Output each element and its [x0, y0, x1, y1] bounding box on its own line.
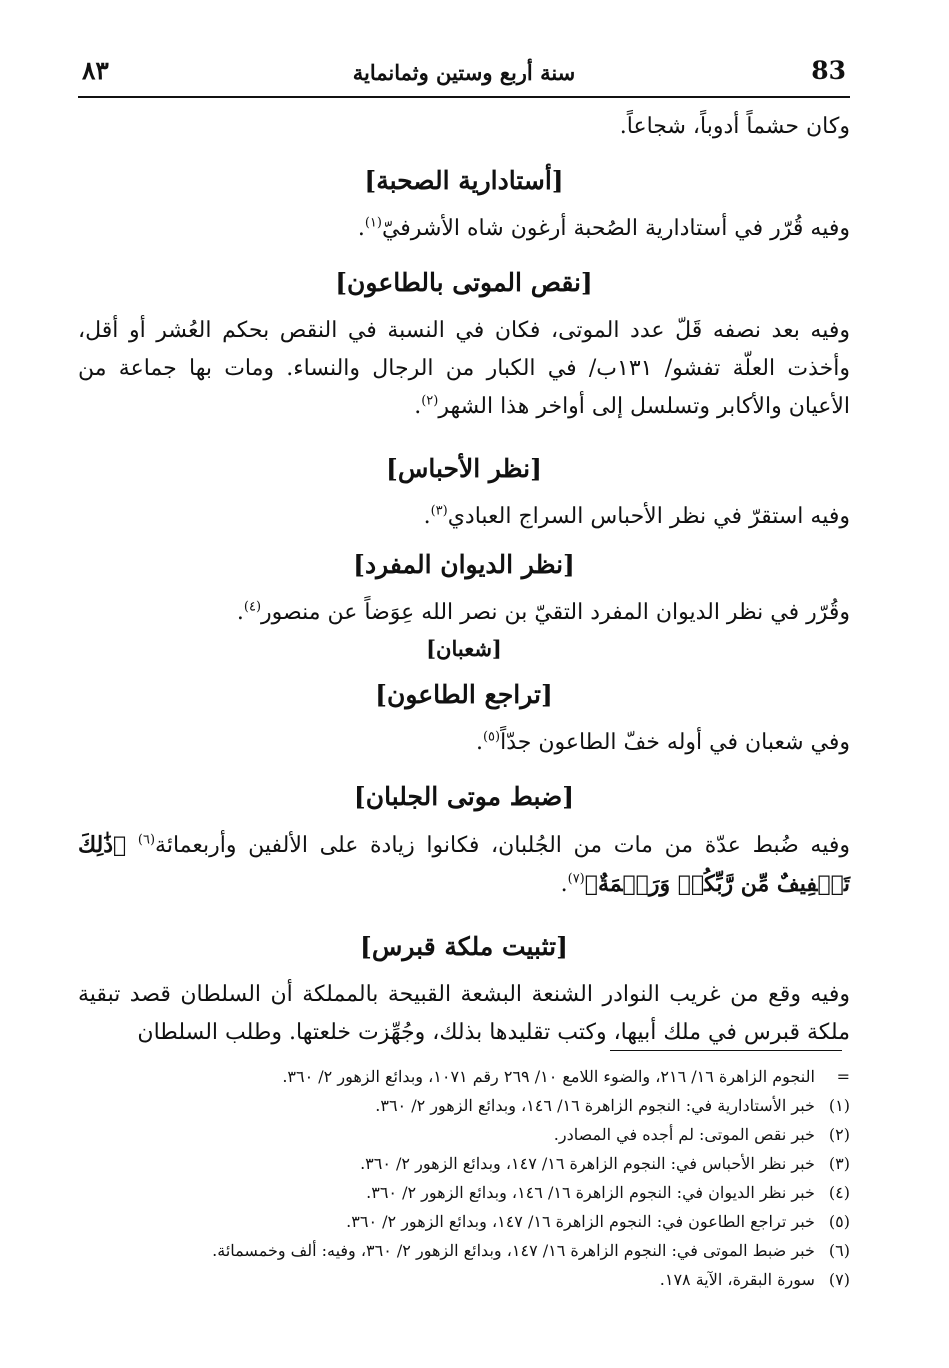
page-header: [78, 52, 850, 98]
footnote-marker: (٦): [828, 1241, 850, 1260]
paragraph-end: .: [357, 216, 365, 241]
paragraph-end: .: [560, 872, 568, 897]
paragraph-text: وفيه ضُبط عدّة من مات من الجُلبان، فكانوا زيادة على الألفين وأربعمائة: [155, 833, 850, 858]
footnote-text: خبر نقص الموتى: لم أجده في المصادر.: [553, 1125, 815, 1144]
section-paragraph: [78, 826, 850, 904]
footnote-marker: (٣): [828, 1154, 850, 1173]
paragraph-text: وفيه قُرّر في أستادارية الصُحبة أرغون شاه الأشرفيّ: [381, 216, 850, 241]
paragraph-end: .: [236, 600, 244, 625]
footnote-reference: (١): [364, 215, 382, 231]
paragraph-text: وفيه بعد نصفه قَلّ عدد الموتى، فكان في النسبة في النقص بحكم العُشر أو أقل، وأخذت العلّة تفشو/ ١٣١ب/ في الكبار من الرجال والنساء. ومات بها جماعة من الأعيان والأكابر وتسلسل إلى أواخر هذا الشهر: [78, 318, 850, 419]
footnote-reference: (٦): [137, 832, 156, 848]
section-paragraph: [78, 210, 850, 248]
footnote-marker: (٥): [828, 1212, 850, 1231]
footnote-item: [78, 1236, 850, 1265]
footnote-separator: [610, 1050, 842, 1051]
footnote-reference: (٣): [430, 503, 448, 519]
main-text: [78, 108, 850, 1052]
section-heading: [تثبيت ملكة قبرس]: [360, 932, 568, 961]
paragraph-end: .: [414, 394, 422, 419]
page-number-latin: 83: [811, 56, 846, 85]
section-heading: [ضبط موتى الجلبان]: [353, 782, 575, 811]
section-paragraph: [78, 498, 850, 536]
paragraph-text: وفيه استقرّ في نظر الأحباس السراج العبادي: [447, 504, 850, 529]
paragraph-end: .: [475, 730, 483, 755]
footnote-reference: (٢): [421, 393, 439, 409]
footnote-text: خبر ضبط الموتى في: النجوم الزاهرة ١٦/ ١٤٧، وبدائع الزهور ٢/ ٣٦٠، وفيه: ألف وخمسمائة.: [212, 1241, 815, 1260]
footnote-text: خبر تراجع الطاعون في: النجوم الزاهرة ١٦/ ١٤٧، وبدائع الزهور ٢/ ٣٦٠.: [346, 1212, 815, 1231]
footnote-item: [78, 1091, 850, 1120]
section-heading: [نظر الأحباس]: [386, 454, 542, 483]
footnote-text: النجوم الزاهرة ١٦/ ٢١٦، والضوء اللامع ١٠/ ٢٦٩ رقم ١٠٧١، وبدائع الزهور ٢/ ٣٦٠.: [282, 1067, 815, 1086]
footnote-text: خبر الأستادارية في: النجوم الزاهرة ١٦/ ١٤٦، وبدائع الزهور ٢/ ٣٦٠.: [375, 1096, 815, 1115]
paragraph-text: وفي شعبان في أوله خفّ الطاعون جدّاً: [500, 730, 850, 755]
footnote-item: [78, 1062, 850, 1091]
footnote-item: [78, 1149, 850, 1178]
footnote-item: [78, 1207, 850, 1236]
footnote-reference: (٥): [482, 729, 501, 745]
section-paragraph: وفيه وقع من غريب النوادر الشنعة البشعة القبيحة بالمملكة أن السلطان قصد تبقية ملكة قبرس في ملك أبيها، وكتب تقليدها بذلك، وجُهِّزت خلعتها. وطلب السلطان: [78, 982, 850, 1045]
page-number-arabic: ٨٣: [82, 56, 109, 85]
footnote-marker: (٤): [828, 1183, 850, 1202]
footnotes: [78, 1062, 850, 1294]
month-heading: [شعبان]: [426, 636, 502, 661]
footnote-item: [78, 1178, 850, 1207]
section-paragraph: [78, 724, 850, 762]
footnote-item: [78, 1120, 850, 1149]
section-heading: [نظر الديوان المفرد]: [353, 550, 575, 579]
footnote-reference: (٧): [567, 871, 585, 887]
section-heading: [أستادارية الصحبة]: [364, 166, 564, 195]
running-title: سنة أربع وستين وثمانماية: [352, 60, 576, 85]
section-heading: [نقص الموتى بالطاعون]: [335, 268, 593, 297]
footnote-text: سورة البقرة، الآية ١٧٨.: [659, 1270, 815, 1289]
section-paragraph: [78, 594, 850, 632]
footnote-marker: (٧): [828, 1270, 850, 1289]
paragraph-text: وقُرّر في نظر الديوان المفرد التقيّ بن نصر الله عِوَضاً عن منصور: [261, 600, 850, 625]
quran-verse: ﴿ذَٰلِكَ تَخۡفِيفٌ مِّن رَّبِّكُمۡ وَرَحۡمَةٌ﴾: [78, 832, 850, 897]
section-paragraph: [78, 312, 850, 426]
section-heading: [تراجع الطاعون]: [375, 680, 553, 709]
paragraph-end: .: [423, 504, 431, 529]
footnote-reference: (٤): [243, 599, 262, 615]
footnote-marker: (١): [828, 1096, 850, 1115]
footnote-text: خبر نظر الديوان في: النجوم الزاهرة ١٦/ ١٤٦، وبدائع الزهور ٢/ ٣٦٠.: [366, 1183, 815, 1202]
footnote-marker: (٢): [828, 1125, 850, 1144]
footnote-marker: =: [836, 1067, 850, 1086]
footnote-item: [78, 1265, 850, 1294]
intro-paragraph: وكان حشماً أدوباً، شجاعاً.: [619, 114, 850, 139]
footnote-text: خبر نظر الأحباس في: النجوم الزاهرة ١٦/ ١٤٧، وبدائع الزهور ٢/ ٣٦٠.: [360, 1154, 815, 1173]
